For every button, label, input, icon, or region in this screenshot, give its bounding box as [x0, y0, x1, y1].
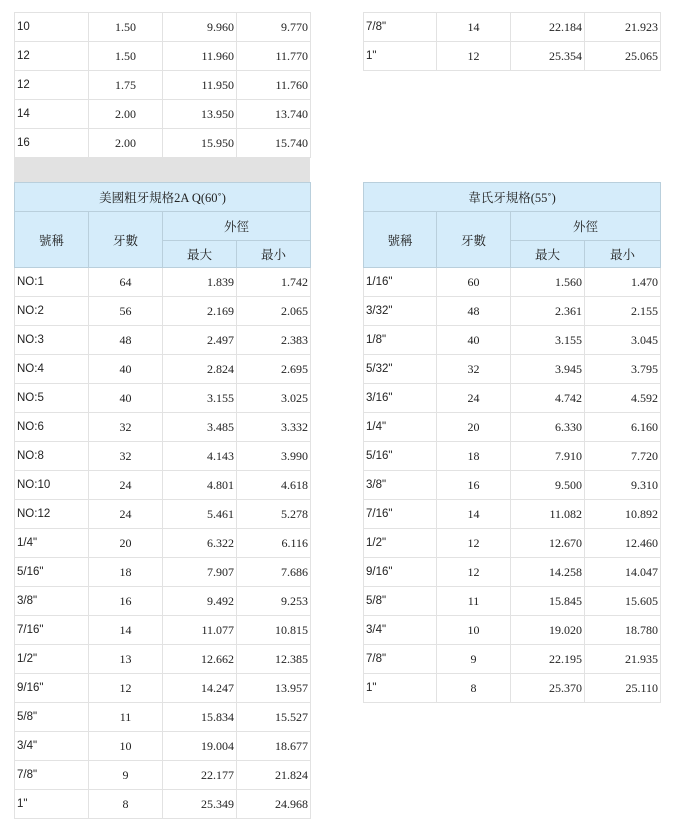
max-cell: 22.177 — [163, 761, 237, 790]
min-cell: 15.605 — [585, 587, 661, 616]
min-cell: 3.990 — [237, 442, 311, 471]
min-cell: 25.110 — [585, 674, 661, 703]
gap-band-left — [14, 158, 310, 182]
unc-header-min: 最小 — [237, 241, 311, 268]
tpi-cell: 14 — [89, 616, 163, 645]
bsw-header-min: 最小 — [585, 241, 661, 268]
min-cell: 18.780 — [585, 616, 661, 645]
max-cell: 19.004 — [163, 732, 237, 761]
size-cell: 14 — [15, 100, 89, 129]
max-cell: 2.497 — [163, 326, 237, 355]
max-cell: 2.361 — [511, 297, 585, 326]
max-cell: 2.824 — [163, 355, 237, 384]
max-cell: 7.907 — [163, 558, 237, 587]
table-row — [364, 500, 661, 529]
tpi-cell: 16 — [89, 587, 163, 616]
min-cell: 2.695 — [237, 355, 311, 384]
max-cell: 4.742 — [511, 384, 585, 413]
table-row — [364, 529, 661, 558]
tpi-cell: 60 — [437, 268, 511, 297]
max-cell: 12.670 — [511, 529, 585, 558]
tpi-cell: 32 — [89, 442, 163, 471]
size-cell: 3/4" — [15, 732, 89, 761]
max-cell: 1.839 — [163, 268, 237, 297]
size-cell: NO:5 — [15, 384, 89, 413]
max-cell: 19.020 — [511, 616, 585, 645]
table-row — [364, 616, 661, 645]
size-cell: 1" — [15, 790, 89, 819]
size-cell: NO:8 — [15, 442, 89, 471]
max-cell: 6.330 — [511, 413, 585, 442]
table-row — [15, 790, 311, 819]
table-row — [15, 42, 311, 71]
bsw-header-name: 號稱 — [364, 212, 437, 268]
tpi-cell: 40 — [89, 384, 163, 413]
max-cell: 25.370 — [511, 674, 585, 703]
bsw-table-header — [364, 183, 661, 268]
unc-table-body — [15, 268, 311, 819]
min-cell: 6.116 — [237, 529, 311, 558]
tpi-cell: 1.75 — [89, 71, 163, 100]
unc-header-od: 外徑 — [163, 212, 311, 241]
tpi-cell: 11 — [89, 703, 163, 732]
tpi-cell: 32 — [89, 413, 163, 442]
max-cell: 2.169 — [163, 297, 237, 326]
table-row — [15, 100, 311, 129]
size-cell: 7/16" — [364, 500, 437, 529]
tpi-cell: 12 — [437, 42, 511, 71]
size-cell: NO:6 — [15, 413, 89, 442]
top-right-table — [363, 12, 661, 71]
size-cell: 1/4" — [364, 413, 437, 442]
table-row — [364, 355, 661, 384]
size-cell: 10 — [15, 13, 89, 42]
tpi-cell: 20 — [437, 413, 511, 442]
table-row — [15, 703, 311, 732]
table-row — [364, 587, 661, 616]
min-cell: 13.740 — [237, 100, 311, 129]
max-cell: 1.560 — [511, 268, 585, 297]
size-cell: 5/16" — [15, 558, 89, 587]
bsw-header-max: 最大 — [511, 241, 585, 268]
table-row — [15, 384, 311, 413]
max-cell: 11.077 — [163, 616, 237, 645]
table-row — [15, 471, 311, 500]
tpi-cell: 11 — [437, 587, 511, 616]
max-cell: 9.500 — [511, 471, 585, 500]
tpi-cell: 48 — [89, 326, 163, 355]
table-row — [364, 674, 661, 703]
size-cell: 9/16" — [15, 674, 89, 703]
table-row — [364, 384, 661, 413]
size-cell: 12 — [15, 42, 89, 71]
max-cell: 22.195 — [511, 645, 585, 674]
min-cell: 9.253 — [237, 587, 311, 616]
size-cell: 1/16" — [364, 268, 437, 297]
unc-header-max: 最大 — [163, 241, 237, 268]
min-cell: 15.740 — [237, 129, 311, 158]
size-cell: NO:4 — [15, 355, 89, 384]
size-cell: 5/32" — [364, 355, 437, 384]
tpi-cell: 1.50 — [89, 42, 163, 71]
top-left-table-body — [15, 13, 311, 158]
tpi-cell: 18 — [437, 442, 511, 471]
table-row — [364, 471, 661, 500]
max-cell: 5.461 — [163, 500, 237, 529]
min-cell: 9.310 — [585, 471, 661, 500]
size-cell: 7/8" — [364, 13, 437, 42]
size-cell: 1" — [364, 674, 437, 703]
table-row — [15, 500, 311, 529]
min-cell: 2.383 — [237, 326, 311, 355]
table-row — [15, 71, 311, 100]
max-cell: 12.662 — [163, 645, 237, 674]
tpi-cell: 14 — [437, 500, 511, 529]
max-cell: 9.960 — [163, 13, 237, 42]
tpi-cell: 32 — [437, 355, 511, 384]
min-cell: 1.742 — [237, 268, 311, 297]
table-row — [364, 297, 661, 326]
size-cell: 1" — [364, 42, 437, 71]
table-row — [15, 442, 311, 471]
max-cell: 15.950 — [163, 129, 237, 158]
tpi-cell: 40 — [89, 355, 163, 384]
min-cell: 21.923 — [585, 13, 661, 42]
table-row — [364, 268, 661, 297]
tpi-cell: 13 — [89, 645, 163, 674]
bsw-header-tpi: 牙數 — [437, 212, 511, 268]
tpi-cell: 18 — [89, 558, 163, 587]
max-cell: 25.349 — [163, 790, 237, 819]
tpi-cell: 64 — [89, 268, 163, 297]
table-row — [364, 413, 661, 442]
tpi-cell: 12 — [89, 674, 163, 703]
table-row — [15, 326, 311, 355]
tpi-cell: 48 — [437, 297, 511, 326]
min-cell: 9.770 — [237, 13, 311, 42]
min-cell: 11.760 — [237, 71, 311, 100]
tpi-cell: 24 — [89, 500, 163, 529]
size-cell: 1/4" — [15, 529, 89, 558]
min-cell: 3.332 — [237, 413, 311, 442]
min-cell: 2.155 — [585, 297, 661, 326]
tpi-cell: 24 — [89, 471, 163, 500]
table-row — [15, 129, 311, 158]
min-cell: 2.065 — [237, 297, 311, 326]
min-cell: 24.968 — [237, 790, 311, 819]
max-cell: 15.845 — [511, 587, 585, 616]
min-cell: 4.618 — [237, 471, 311, 500]
size-cell: 7/16" — [15, 616, 89, 645]
max-cell: 14.247 — [163, 674, 237, 703]
min-cell: 1.470 — [585, 268, 661, 297]
bsw-table-body — [364, 268, 661, 703]
table-row — [364, 42, 661, 71]
top-left-table — [14, 12, 311, 158]
size-cell: 3/8" — [15, 587, 89, 616]
min-cell: 15.527 — [237, 703, 311, 732]
min-cell: 21.824 — [237, 761, 311, 790]
max-cell: 11.082 — [511, 500, 585, 529]
size-cell: 7/8" — [364, 645, 437, 674]
bsw-table-title: 韋氏牙規格(55˚) — [364, 183, 661, 212]
table-row — [364, 13, 661, 42]
max-cell: 13.950 — [163, 100, 237, 129]
min-cell: 7.686 — [237, 558, 311, 587]
tpi-cell: 2.00 — [89, 100, 163, 129]
max-cell: 11.960 — [163, 42, 237, 71]
size-cell: 3/32" — [364, 297, 437, 326]
unc-header-name: 號稱 — [15, 212, 89, 268]
min-cell: 3.025 — [237, 384, 311, 413]
size-cell: 16 — [15, 129, 89, 158]
min-cell: 14.047 — [585, 558, 661, 587]
tpi-cell: 14 — [437, 13, 511, 42]
max-cell: 25.354 — [511, 42, 585, 71]
tpi-cell: 10 — [437, 616, 511, 645]
size-cell: NO:12 — [15, 500, 89, 529]
table-row — [364, 558, 661, 587]
table-row — [15, 297, 311, 326]
max-cell: 14.258 — [511, 558, 585, 587]
tpi-cell: 10 — [89, 732, 163, 761]
min-cell: 3.795 — [585, 355, 661, 384]
min-cell: 5.278 — [237, 500, 311, 529]
min-cell: 6.160 — [585, 413, 661, 442]
min-cell: 7.720 — [585, 442, 661, 471]
min-cell: 13.957 — [237, 674, 311, 703]
size-cell: 7/8" — [15, 761, 89, 790]
max-cell: 3.155 — [511, 326, 585, 355]
tpi-cell: 40 — [437, 326, 511, 355]
tpi-cell: 16 — [437, 471, 511, 500]
tpi-cell: 9 — [437, 645, 511, 674]
tpi-cell: 12 — [437, 558, 511, 587]
table-row — [15, 732, 311, 761]
min-cell: 10.892 — [585, 500, 661, 529]
table-row — [15, 355, 311, 384]
max-cell: 22.184 — [511, 13, 585, 42]
max-cell: 4.143 — [163, 442, 237, 471]
table-row — [15, 645, 311, 674]
size-cell: 12 — [15, 71, 89, 100]
min-cell: 21.935 — [585, 645, 661, 674]
table-row — [364, 645, 661, 674]
max-cell: 11.950 — [163, 71, 237, 100]
max-cell: 15.834 — [163, 703, 237, 732]
tpi-cell: 12 — [437, 529, 511, 558]
tpi-cell: 2.00 — [89, 129, 163, 158]
size-cell: 5/16" — [364, 442, 437, 471]
max-cell: 6.322 — [163, 529, 237, 558]
min-cell: 10.815 — [237, 616, 311, 645]
min-cell: 11.770 — [237, 42, 311, 71]
size-cell: 3/16" — [364, 384, 437, 413]
table-row — [15, 761, 311, 790]
size-cell: 1/2" — [364, 529, 437, 558]
max-cell: 3.155 — [163, 384, 237, 413]
table-row — [15, 13, 311, 42]
bsw-table — [363, 182, 661, 703]
table-row — [364, 326, 661, 355]
top-right-table-body — [364, 13, 661, 71]
min-cell: 25.065 — [585, 42, 661, 71]
min-cell: 18.677 — [237, 732, 311, 761]
tpi-cell: 8 — [89, 790, 163, 819]
table-row — [364, 442, 661, 471]
table-row — [15, 413, 311, 442]
tpi-cell: 24 — [437, 384, 511, 413]
max-cell: 7.910 — [511, 442, 585, 471]
table-row — [15, 674, 311, 703]
size-cell: 5/8" — [364, 587, 437, 616]
unc-table-title: 美國粗牙規格2A Q(60˚) — [15, 183, 311, 212]
min-cell: 4.592 — [585, 384, 661, 413]
size-cell: NO:2 — [15, 297, 89, 326]
max-cell: 4.801 — [163, 471, 237, 500]
tpi-cell: 20 — [89, 529, 163, 558]
table-row — [15, 587, 311, 616]
table-row — [15, 529, 311, 558]
min-cell: 12.385 — [237, 645, 311, 674]
size-cell: NO:3 — [15, 326, 89, 355]
size-cell: 5/8" — [15, 703, 89, 732]
unc-header-tpi: 牙數 — [89, 212, 163, 268]
tpi-cell: 8 — [437, 674, 511, 703]
table-row — [15, 268, 311, 297]
max-cell: 9.492 — [163, 587, 237, 616]
size-cell: NO:10 — [15, 471, 89, 500]
max-cell: 3.945 — [511, 355, 585, 384]
min-cell: 12.460 — [585, 529, 661, 558]
size-cell: 9/16" — [364, 558, 437, 587]
unc-table — [14, 182, 311, 819]
table-row — [15, 558, 311, 587]
tpi-cell: 1.50 — [89, 13, 163, 42]
min-cell: 3.045 — [585, 326, 661, 355]
size-cell: 3/4" — [364, 616, 437, 645]
max-cell: 3.485 — [163, 413, 237, 442]
size-cell: 3/8" — [364, 471, 437, 500]
bsw-header-od: 外徑 — [511, 212, 661, 241]
table-row — [15, 616, 311, 645]
size-cell: 1/2" — [15, 645, 89, 674]
size-cell: 1/8" — [364, 326, 437, 355]
tpi-cell: 56 — [89, 297, 163, 326]
unc-table-header — [15, 183, 311, 268]
size-cell: NO:1 — [15, 268, 89, 297]
tpi-cell: 9 — [89, 761, 163, 790]
